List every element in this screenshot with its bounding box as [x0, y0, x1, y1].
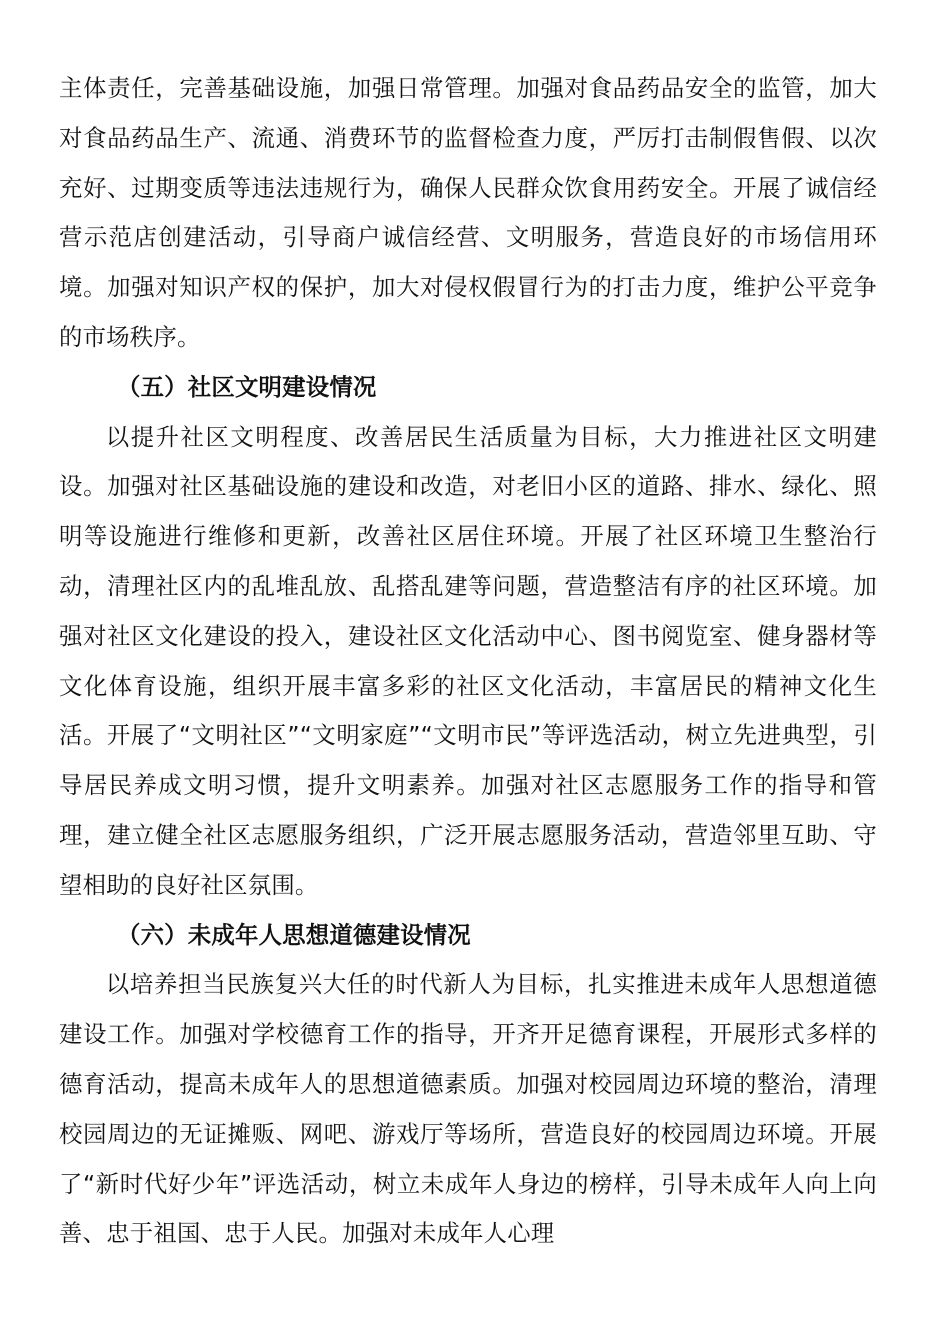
section-heading-community: （五）社区文明建设情况	[117, 372, 377, 401]
paragraph-community: 以提升社区文明程度、改善居民生活质量为目标，大力推进社区文明建设。加强对社区基础设施的建设和改造，对老旧小区的道路、排水、绿化、照明等设施进行维修和更新，改善社区居住环境。开展了社区环境卫生整治行动，清理社区内的乱堆乱放、乱搭乱建等问题，营造整洁有序的社区环境。加强对社区文化建设的投入，建设社区文化活动中心、图书阅览室、健身器材等文化体育设施，组织开展丰富多彩的社区文化活动，丰富居民的精神文化生活。开展了“文明社区”“文明家庭”“文明市民”等评选活动，树立先进典型，引导居民养成文明习惯，提升文明素养。加强对社区志愿服务工作的指导和管理，建立健全社区志愿服务组织，广泛开展志愿服务活动，营造邻里互助、守望相助的良好社区氛围。	[59, 422, 877, 899]
paragraph-market-order: 主体责任，完善基础设施，加强日常管理。加强对食品药品安全的监管，加大对食品药品生产、流通、消费环节的监督检查力度，严厉打击制假售假、以次充好、过期变质等违法违规行为，确保人民群众饮食用药安全。开展了诚信经营示范店创建活动，引导商户诚信经营、文明服务，营造良好的市场信用环境。加强对知识产权的保护，加大对侵权假冒行为的打击力度，维护公平竞争的市场秩序。	[59, 74, 877, 351]
section-heading-minors: （六）未成年人思想道德建设情况	[117, 920, 471, 949]
paragraph-minors: 以培养担当民族复兴大任的时代新人为目标，扎实推进未成年人思想道德建设工作。加强对学校德育工作的指导，开齐开足德育课程，开展形式多样的德育活动，提高未成年人的思想道德素质。加强对校园周边环境的整治，清理校园周边的无证摊贩、网吧、游戏厅等场所，营造良好的校园周边环境。开展了“新时代好少年”评选活动，树立未成年人身边的榜样，引导未成年人向上向善、忠于祖国、忠于人民。加强对未成年人心理	[59, 970, 877, 1248]
document-page	[59, 64, 877, 1259]
